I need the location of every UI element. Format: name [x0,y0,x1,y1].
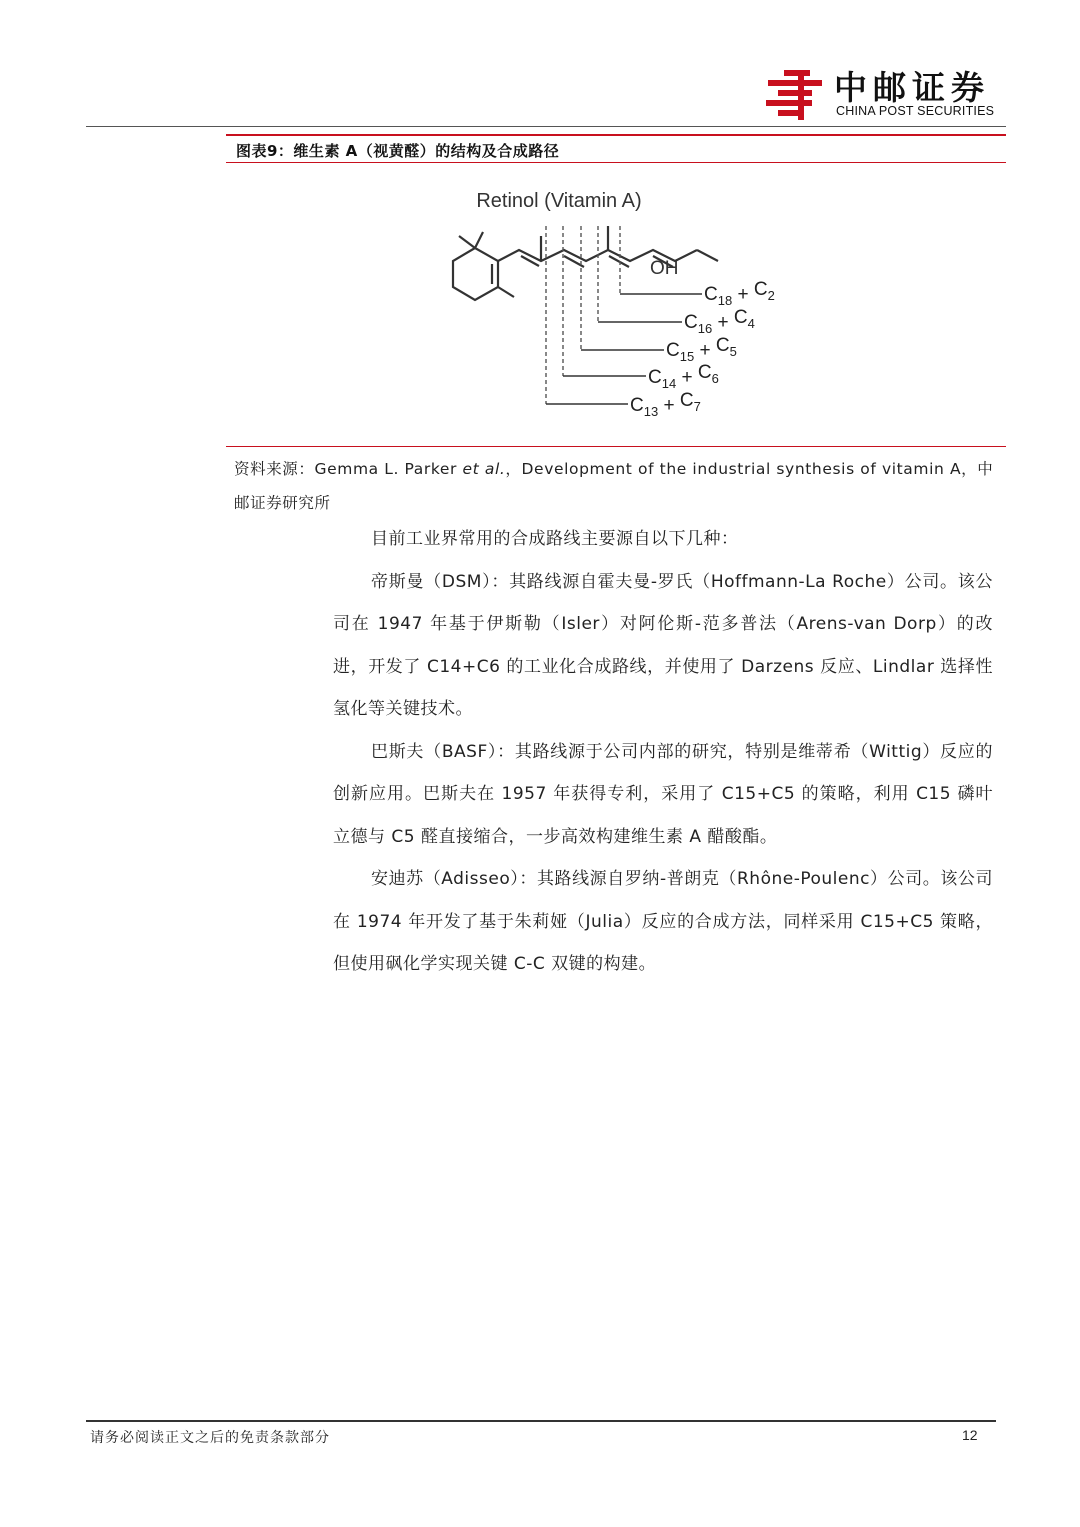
retinol-structure-diagram [226,164,1006,446]
paragraph-intro: 目前工业界常用的合成路线主要源自以下几种： [371,529,739,549]
paragraph-dsm: 帝斯曼（DSM）：其路线源自霍夫曼-罗氏（Hoffmann-La Roche）公司。该公司在 1947 年基于伊斯勒（Isler）对阿伦斯-范多普法（Arens-van Dorp）的改进，开发了 C14+C6 的工业化合成路线，并使用了 Darzens 反应、Lindlar 选择性氢化等关键技术。 [333,571,993,719]
logo-chinese-name: 中邮证券 [834,68,990,107]
page-number: 12 [962,1427,978,1443]
paragraph-adisseo: 安迪苏（Adisseo）：其路线源自罗纳-普朗克（Rhône-Poulenc）公司。该公司在 1974 年开发了基于朱莉娅（Julia）反应的合成方法，同样采用 C15+C5 策略，但使用砜化学实现关键 C-C 双键的构建。 [333,869,993,974]
polyene-chain [498,226,718,267]
cyclohexene-ring [453,232,514,300]
figure-source-note [234,452,1000,520]
route-labels [630,279,775,419]
header-divider [86,126,1006,127]
source-prefix: 资料来源：Gemma L. Parker [234,460,463,478]
route-label: $C_{15} + C_5$ [666,335,737,364]
figure-caption: 图表9：维生素 A（视黄醛）的结构及合成路径 [236,142,560,160]
route-label: $C_{18} + C_2$ [704,279,775,308]
source-italic: et al. [462,460,506,478]
diagram-title: Retinol (Vitamin A) [476,190,642,212]
source-suffix: ，Development of the industrial synthesis of vitamin A，中邮证券研究所 [234,460,994,512]
hydroxyl-label: OH [650,258,679,279]
route-label: $C_{16} + C_4$ [684,307,755,336]
body-text [333,518,993,986]
company-logo [764,64,1004,122]
route-label: $C_{13} + C_7$ [630,390,701,419]
source-divider [226,446,1006,447]
footer-divider [86,1420,996,1422]
footer-disclaimer: 请务必阅读正文之后的免责条款部分 [90,1430,330,1446]
logo-english-name: CHINA POST SECURITIES [836,104,995,118]
china-post-logo-icon [764,68,826,122]
figure-caption-bar [226,134,1006,163]
route-label: $C_{14} + C_6$ [648,362,719,391]
paragraph-basf: 巴斯夫（BASF）：其路线源于公司内部的研究，特别是维蒂希（Wittig）反应的创新应用。巴斯夫在 1957 年获得专利，采用了 C15+C5 的策略，利用 C15 磷叶立德与 C5 醛直接缩合，一步高效构建维生素 A 醋酸酯。 [333,741,993,847]
